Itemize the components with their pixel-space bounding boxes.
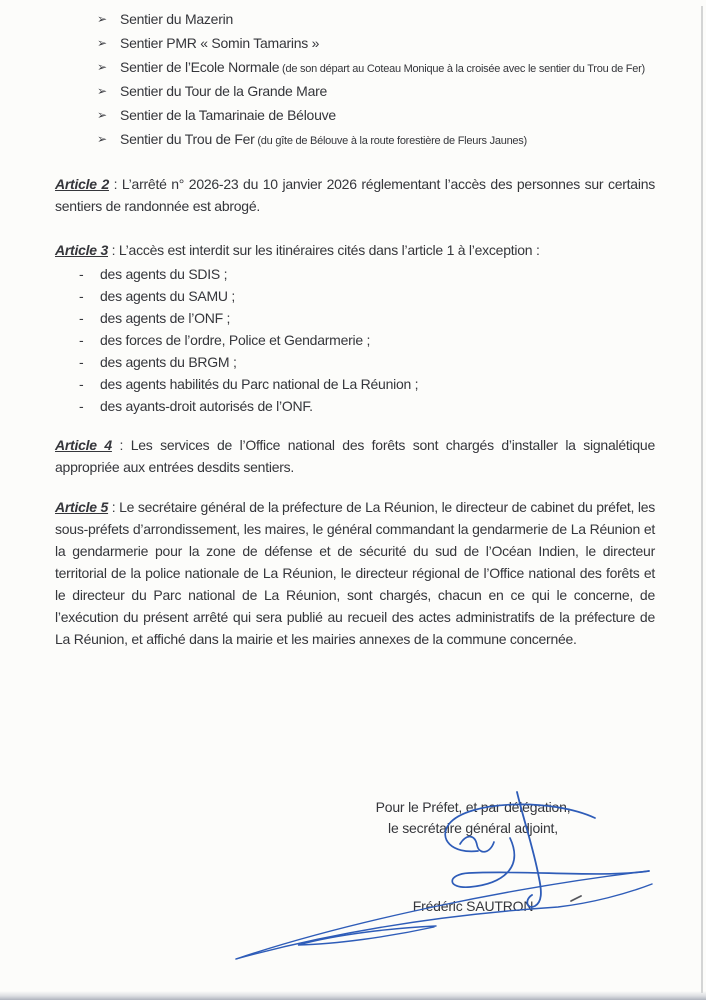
dash-bullet-icon: - xyxy=(79,310,84,326)
article-5-text: Le secrétaire général de la préfecture de La Réunion, le directeur de cabinet du préfet, les sous-préfets d’arrondissement, les maires, le général commandant la gendarmerie de La Réunion et la gendarmerie pour la zone de défense et de sécurité du sud de l’Océan Indien, le directeur territorial de la police nationale de La Réunion, le directeur régional de l’Office national des forêts et le directeur du Parc national de La Réunion, sont chargés, chacun en ce qui le concerne, de l’exécution du présent arrêté qui sera publié au recueil des actes administratifs de la préfecture de La Réunion, et affiché dans la mairie et les mairies annexes de la commune concernée. xyxy=(55,499,655,647)
article-2-paragraph xyxy=(55,173,655,217)
exception-list xyxy=(55,263,655,417)
signature-line-2: le secrétaire général adjoint, xyxy=(388,820,558,836)
trail-name: Sentier de la Tamarinaie de Bélouve xyxy=(120,107,336,123)
article-2-text: L’arrêté n° 2026-23 du 10 janvier 2026 réglementant l’accès des personnes sur certains sentiers de randonnée est abrogé. xyxy=(55,176,655,214)
signature-line-1: Pour le Préfet, et par délégation, xyxy=(375,799,571,815)
signature-stroke xyxy=(298,926,436,945)
list-item xyxy=(55,32,655,56)
list-item xyxy=(55,8,655,32)
list-item xyxy=(55,56,655,80)
exception-text: des forces de l’ordre, Police et Gendarmerie ; xyxy=(100,332,371,348)
arrow-bullet-icon: ➢ xyxy=(97,108,107,122)
list-item xyxy=(55,80,655,104)
article-4-paragraph xyxy=(55,434,655,478)
list-item xyxy=(55,307,655,329)
article-3-paragraph xyxy=(55,239,655,261)
trail-name: Sentier du Mazerin xyxy=(120,11,234,27)
dash-bullet-icon: - xyxy=(79,354,84,370)
exception-text: des agents du SDIS ; xyxy=(100,266,228,282)
article-3-text: L’accès est interdit sur les itinéraires cités dans l’article 1 à l’exception : xyxy=(118,242,540,258)
dash-bullet-icon: - xyxy=(79,288,84,304)
exception-text: des agents du BRGM ; xyxy=(100,354,237,370)
list-item xyxy=(55,329,655,351)
exception-text: des agents du SAMU ; xyxy=(100,288,236,304)
list-item xyxy=(55,351,655,373)
list-item xyxy=(55,104,655,128)
signature-block xyxy=(320,797,626,917)
colon-separator: : xyxy=(108,499,120,515)
exception-text: des agents de l’ONF ; xyxy=(100,310,231,326)
list-item xyxy=(55,263,655,285)
article-3-label: Article 3 xyxy=(55,242,108,258)
arrow-bullet-icon: ➢ xyxy=(97,12,107,26)
scan-bottom-shadow xyxy=(0,991,706,1000)
article-5-label: Article 5 xyxy=(55,499,109,515)
colon-separator: : xyxy=(108,242,119,258)
scan-edge-line xyxy=(701,6,703,993)
trail-name: Sentier du Tour de la Grande Mare xyxy=(120,83,328,99)
dash-bullet-icon: - xyxy=(79,332,84,348)
document-content xyxy=(55,6,655,650)
trail-name: Sentier du Trou de Fer xyxy=(120,131,255,147)
trail-note: (du gîte de Bélouve à la route forestière de Fleurs Jaunes) xyxy=(254,135,527,147)
arrow-bullet-icon: ➢ xyxy=(97,132,107,146)
list-item xyxy=(55,128,655,152)
dash-bullet-icon: - xyxy=(79,376,84,392)
dash-bullet-icon: - xyxy=(79,266,84,282)
signatory-name: Frédéric SAUTRON xyxy=(412,898,534,914)
colon-separator: : xyxy=(109,176,122,192)
arrow-bullet-icon: ➢ xyxy=(97,84,107,98)
trail-name: Sentier de l’Ecole Normale xyxy=(120,59,280,75)
dash-bullet-icon: - xyxy=(79,398,84,414)
arrow-bullet-icon: ➢ xyxy=(97,36,107,50)
trail-name: Sentier PMR « Somin Tamarins » xyxy=(120,35,320,51)
exception-text: des agents habilités du Parc national de La Réunion ; xyxy=(100,376,419,392)
trail-list xyxy=(55,6,655,152)
list-item xyxy=(55,373,655,395)
list-item xyxy=(55,395,655,417)
list-item xyxy=(55,285,655,307)
exception-text: des ayants-droit autorisés de l’ONF. xyxy=(100,398,313,414)
article-4-label: Article 4 xyxy=(55,437,112,453)
trail-note: (de son départ au Coteau Monique à la croisée avec le sentier du Trou de Fer) xyxy=(279,63,645,75)
arrow-bullet-icon: ➢ xyxy=(97,60,107,74)
article-5-paragraph xyxy=(55,496,655,650)
article-2-label: Article 2 xyxy=(55,176,109,192)
article-4-text: Les services de l’Office national des forêts sont chargés d’installer la signalétique appropriée aux entrées desdits sentiers. xyxy=(55,437,656,475)
colon-separator: : xyxy=(111,437,131,453)
